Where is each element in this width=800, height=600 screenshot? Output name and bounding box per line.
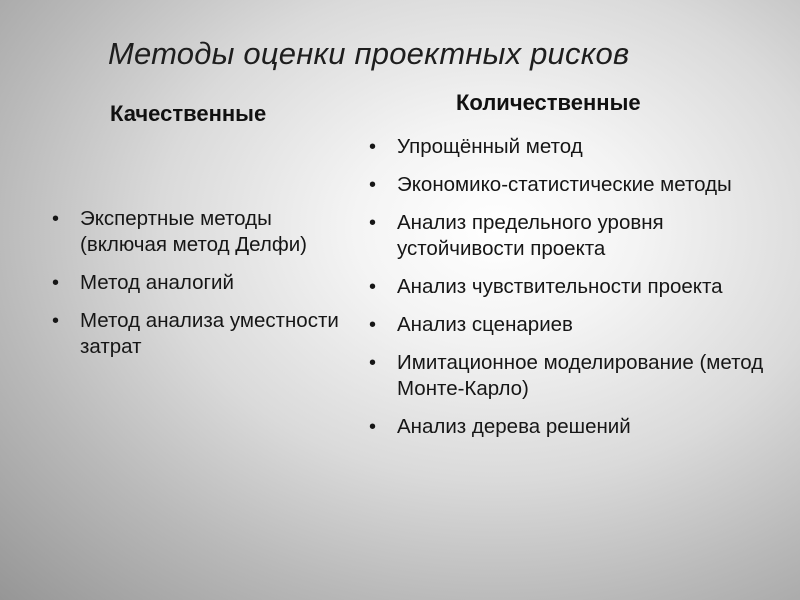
list-item: • Анализ дерева решений [369, 414, 769, 440]
list-item: • Метод аналогий [52, 270, 362, 296]
list-item: • Имитационное моделирование (метод Монте-Карло) [369, 350, 769, 402]
list-item: • Метод анализа уместности затрат [52, 308, 362, 360]
list-item: • Анализ сценариев [369, 312, 769, 338]
list-item: • Экономико-статистические методы [369, 172, 769, 198]
quantitative-methods-list [369, 134, 769, 452]
qualitative-methods-list [52, 206, 362, 372]
list-item: • Упрощённый метод [369, 134, 769, 160]
list-item: • Анализ предельного уровня устойчивости проекта [369, 210, 769, 262]
slide-title: Методы оценки проектных рисков [108, 36, 630, 71]
qualitative-heading: Качественные [110, 101, 267, 126]
list-item: • Анализ чувствительности проекта [369, 274, 769, 300]
list-item: • Экспертные методы (включая метод Делфи) [52, 206, 362, 258]
quantitative-heading: Количественные [456, 90, 641, 115]
